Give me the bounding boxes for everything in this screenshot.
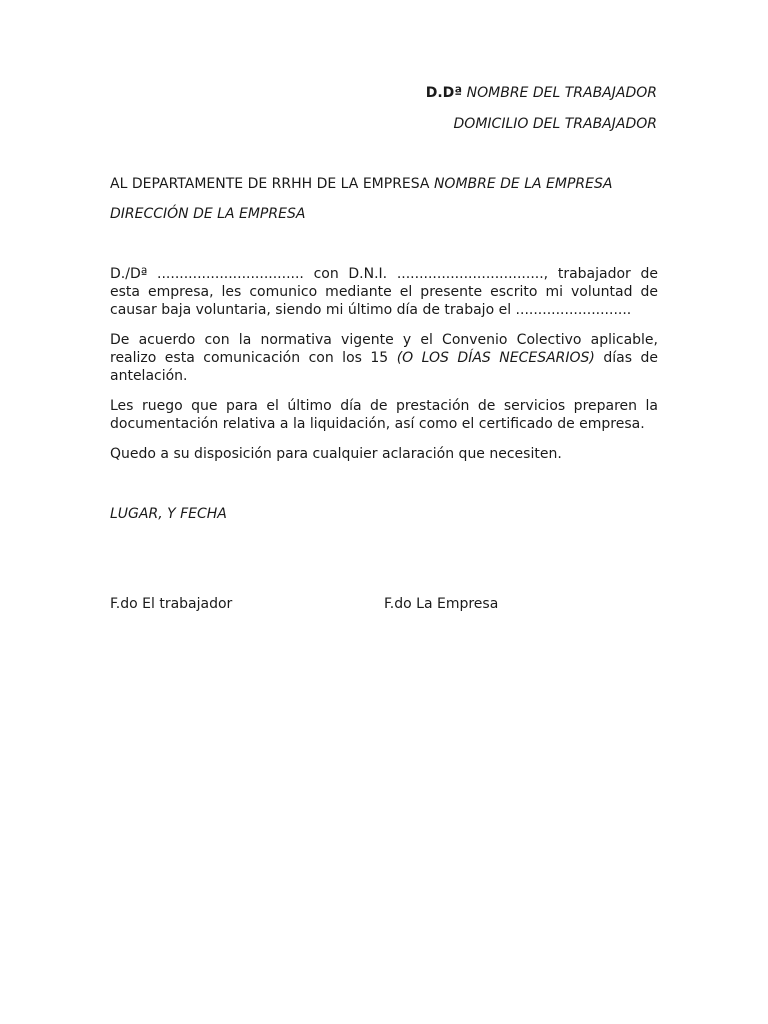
sender-address-line [454, 115, 657, 133]
paragraph-line: D./Dª ................................. con D.N.I. ................................., trabajador de [110, 266, 658, 282]
paragraph-line: Les ruego que para el último día de prestación de servicios preparen la [110, 398, 658, 414]
paragraph-closing [110, 445, 658, 463]
signature-company: F.do La Empresa [384, 596, 499, 612]
sender-name-placeholder: NOMBRE DEL TRABAJADOR [466, 85, 657, 101]
paragraph-line: esta empresa, les comunico mediante el presente escrito mi voluntad de [110, 284, 658, 300]
signature-worker: F.do El trabajador [110, 596, 233, 612]
notice-text-b: días de [603, 350, 658, 366]
notice-text-a: realizo esta comunicación con los 15 [110, 350, 389, 366]
notice-days-placeholder: (O LOS DÍAS NECESARIOS) [396, 350, 595, 366]
paragraph-line: antelación. [110, 368, 188, 384]
paragraph-line: Quedo a su disposición para cualquier aclaración que necesiten. [110, 446, 562, 462]
paragraph-line: documentación relativa a la liquidación, así como el certificado de empresa. [110, 416, 645, 432]
paragraph-line: causar baja voluntaria, siendo mi último día de trabajo el .......................... [110, 302, 632, 318]
recipient-company-placeholder: NOMBRE DE LA EMPRESA [433, 176, 613, 192]
paragraph-line: De acuerdo con la normativa vigente y el Convenio Colectivo aplicable, [110, 332, 658, 348]
sender-name-prefix: D.Dª [425, 85, 463, 101]
sender-address-placeholder: DOMICILIO DEL TRABAJADOR [453, 116, 657, 132]
place-date-text: LUGAR, Y FECHA [110, 506, 227, 522]
paragraph-resignation [110, 265, 658, 319]
recipient-address-placeholder: DIRECCIÓN DE LA EMPRESA [110, 206, 306, 222]
recipient-prefix: AL DEPARTAMENTE DE RRHH DE LA EMPRESA [110, 176, 430, 192]
recipient-address-line [110, 205, 305, 223]
recipient-line [110, 175, 612, 193]
paragraph-line-notice-days [110, 349, 658, 367]
paragraph-notice [110, 331, 658, 385]
sender-name-line [426, 84, 657, 102]
paragraph-settlement [110, 397, 658, 433]
place-date [110, 505, 227, 523]
